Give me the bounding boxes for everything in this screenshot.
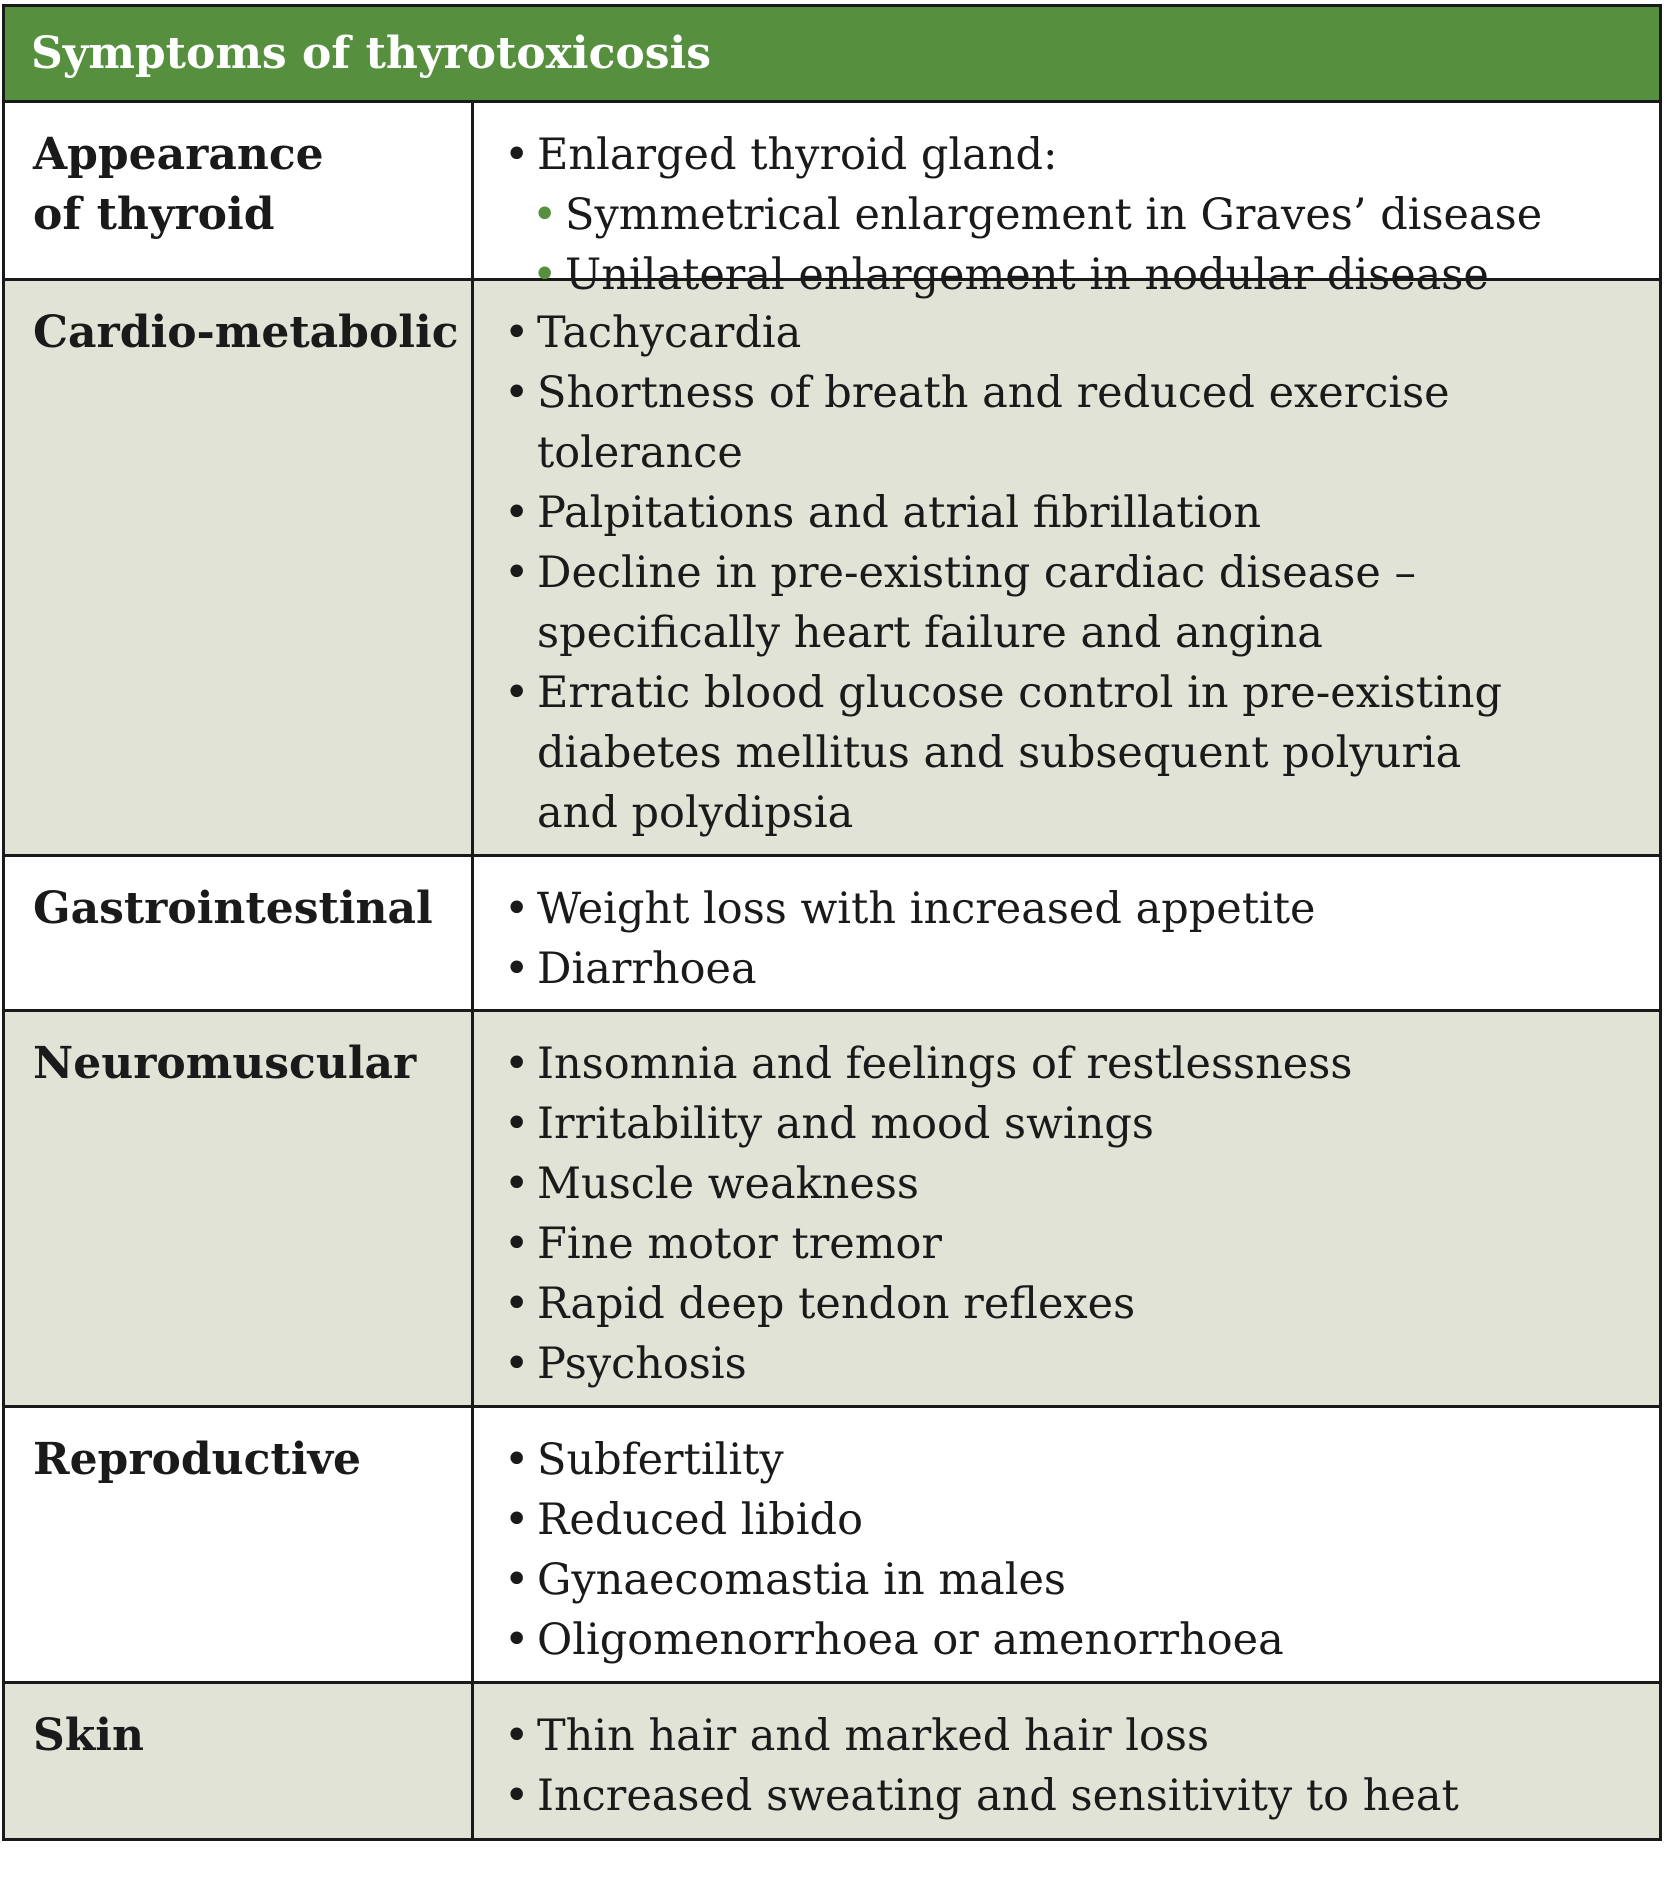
list-item: • Erratic blood glucose control in pre-existing diabetes mellitus and subsequent polyuria and polydipsia	[504, 663, 1537, 843]
bullet-icon: •	[532, 250, 558, 300]
list-item: • Diarrhoea	[504, 939, 1639, 999]
bullet-icon: •	[504, 548, 530, 598]
category-label: Skin	[5, 1684, 474, 1838]
list-item: • Gynaecomastia in males	[504, 1550, 1639, 1610]
bullet-icon: •	[504, 1495, 530, 1545]
row-gastrointestinal	[5, 857, 1659, 1012]
bullet-icon: •	[504, 1615, 530, 1665]
bullet-icon: •	[504, 488, 530, 538]
bullet-icon: •	[504, 1555, 530, 1605]
list-item: • Tachycardia	[504, 303, 1639, 363]
list-item: • Fine motor tremor	[504, 1214, 1639, 1274]
row-skin	[5, 1684, 1659, 1838]
list-item: • Subfertility	[504, 1430, 1639, 1490]
bullet-icon: •	[504, 944, 530, 994]
row-reproductive	[5, 1408, 1659, 1684]
list-item: • Thin hair and marked hair loss	[504, 1706, 1639, 1766]
bullet-icon: •	[504, 1099, 530, 1149]
bullet-icon: •	[504, 1159, 530, 1209]
sub-list-item: • Symmetrical enlargement in Graves’ disease	[504, 185, 1639, 245]
bullet-icon: •	[504, 368, 530, 418]
symptom-list	[474, 1012, 1659, 1405]
category-label: Reproductive	[5, 1408, 474, 1681]
bullet-icon: •	[504, 1279, 530, 1329]
list-item: • Reduced libido	[504, 1490, 1639, 1550]
symptom-list	[474, 1684, 1659, 1838]
bullet-icon: •	[504, 1039, 530, 1089]
row-neuromuscular	[5, 1012, 1659, 1408]
row-cardio-metabolic	[5, 281, 1659, 857]
list-item: • Palpitations and atrial fibrillation	[504, 483, 1639, 543]
list-item: • Insomnia and feelings of restlessness	[504, 1034, 1639, 1094]
bullet-icon: •	[504, 308, 530, 358]
bullet-icon: •	[504, 1435, 530, 1485]
symptom-list	[474, 857, 1659, 1009]
category-label: Gastrointestinal	[5, 857, 474, 1009]
list-item: • Shortness of breath and reduced exercise tolerance	[504, 363, 1497, 483]
category-label: Cardio-metabolic	[5, 281, 474, 854]
table-title: Symptoms of thyrotoxicosis	[31, 28, 712, 79]
list-item: • Muscle weakness	[504, 1154, 1639, 1214]
list-item: • Psychosis	[504, 1334, 1639, 1394]
list-item: • Enlarged thyroid gland:	[504, 125, 1639, 185]
bullet-icon: •	[504, 668, 530, 718]
bullet-icon: •	[504, 1219, 530, 1269]
symptom-list	[474, 1408, 1659, 1681]
bullet-icon: •	[504, 1771, 530, 1821]
bullet-icon: •	[504, 1339, 530, 1389]
symptom-list	[474, 281, 1659, 854]
bullet-icon: •	[532, 190, 558, 240]
symptoms-table	[2, 4, 1662, 1841]
list-item: • Increased sweating and sensitivity to heat	[504, 1766, 1639, 1826]
list-item: • Weight loss with increased appetite	[504, 879, 1639, 939]
list-item: • Rapid deep tendon reflexes	[504, 1274, 1639, 1334]
table-header	[5, 7, 1659, 103]
category-label: Neuromuscular	[5, 1012, 474, 1405]
sub-list-item: • Unilateral enlargement in nodular disease	[504, 245, 1639, 305]
row-appearance-of-thyroid	[5, 103, 1659, 300]
bullet-icon: •	[504, 884, 530, 934]
list-item: • Oligomenorrhoea or amenorrhoea	[504, 1610, 1639, 1670]
category-label: Appearance of thyroid	[5, 103, 474, 278]
list-item: • Irritability and mood swings	[504, 1094, 1639, 1154]
bullet-icon: •	[504, 130, 530, 180]
symptom-list	[474, 103, 1659, 300]
list-item: • Decline in pre-existing cardiac disease – specifically heart failure and angina	[504, 543, 1437, 663]
bullet-icon: •	[504, 1711, 530, 1761]
